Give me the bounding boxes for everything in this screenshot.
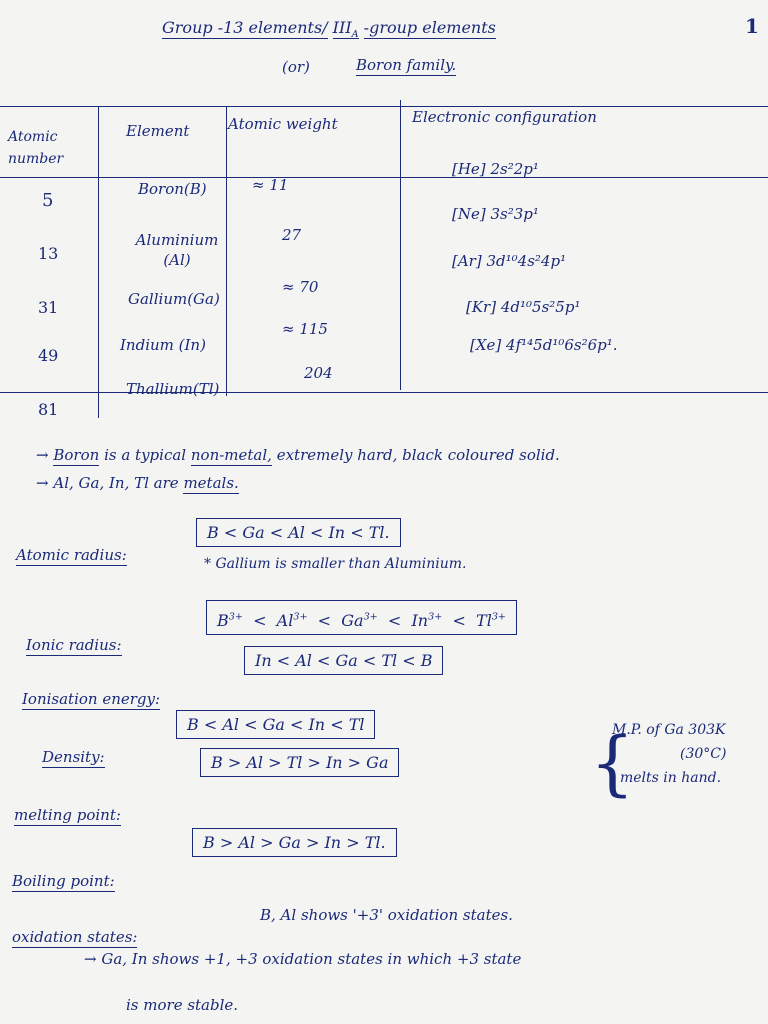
oxidation-states-line2: → Ga, In shows +1, +3 oxidation states in which +3 state [84,950,522,968]
title-family: Boron family. [356,56,457,74]
ionisation-energy-value: In < Al < Ga < Tl < B [244,646,443,675]
note-metals: → Al, Ga, In, Tl are metals. [36,474,239,492]
oxidation-states-line3: is more stable. [126,996,239,1014]
table-row-config: [Xe] 4f¹⁴5d¹⁰6s²6p¹. [470,336,618,354]
note-boron: → Boron is a typical non-metal, extremely hard, black coloured solid. [36,446,560,464]
title-or: (or) [282,58,310,76]
density-label: Density: [42,748,105,766]
atomic-radius-value: B < Ga < Al < In < Tl. [196,518,401,547]
page-number: 1 [745,14,759,38]
table-row-config: [Ne] 3s²3p¹ [452,205,539,223]
arrow-icon: → [36,474,49,492]
table-row-config: [Kr] 4d¹⁰5s²5p¹ [466,298,581,316]
table-column-divider-3 [400,100,401,390]
table-row-atomic-number: 5 [42,190,54,211]
table-bottom-border [0,392,768,393]
table-row-atomic-number: 13 [38,244,59,263]
ionic-radius-label: Ionic radius: [26,636,122,654]
header-element: Element [126,122,190,140]
table-row-atomic-number: 81 [38,400,59,419]
table-row-weight: ≈ 11 [252,176,289,194]
melting-point-value: B > Al > Tl > In > Ga [200,748,399,777]
arrow-icon: → [36,446,49,464]
table-row-weight: 27 [282,226,302,244]
melting-point-side-note-1: M.P. of Ga 303K [612,722,726,738]
boiling-point-label: Boiling point: [12,872,115,890]
table-header-border [0,177,768,178]
table-column-divider-2 [226,106,227,396]
title-suffix: -group elements [363,18,496,37]
oxidation-states-label: oxidation states: [12,928,138,946]
melting-point-side-note-2: (30°C) [680,746,727,762]
table-row-element: Boron(B) [138,180,207,198]
table-row-element: Aluminium (Al) [135,231,219,269]
table-row-element: Thallium(Tl) [126,380,220,398]
table-row-atomic-number: 31 [38,298,59,317]
header-atomic-weight: Atomic weight [228,115,338,133]
table-row-weight: ≈ 70 [282,278,319,296]
table-row-config: [Ar] 3d¹⁰4s²4p¹ [452,252,567,270]
table-row-weight: 204 [304,364,333,382]
title-roman: $III_A$ [332,18,359,41]
table-row-element: Indium (In) [120,336,206,354]
table-row-atomic-number: 49 [38,346,59,365]
table-row-element: Gallium(Ga) [128,290,220,308]
header-electronic-configuration: Electronic configuration [412,108,597,126]
header-atomic-number: Atomic number [8,129,64,167]
boiling-point-value: B > Al > Ga > In > Tl. [192,828,397,857]
melting-point-label: melting point: [14,806,121,824]
table-top-border [0,106,768,107]
density-value: B < Al < Ga < In < Tl [176,710,375,739]
page-title [162,18,496,40]
atomic-radius-label: Atomic radius: [16,546,127,564]
title-main: Group -13 elements/ [162,18,328,37]
atomic-radius-note: * Gallium is smaller than Aluminium. [204,556,467,572]
table-column-divider-1 [98,106,99,418]
melting-point-side-note-3: melts in hand. [620,770,722,786]
oxidation-states-line1: B, Al shows '+3' oxidation states. [260,906,513,924]
table-row-weight: ≈ 115 [282,320,328,338]
ionic-radius-value: $B^{3+} < Al^{3+} < Ga^{3+} < In^{3+} < Tl^{3+}$ [206,600,517,635]
ionisation-energy-label: Ionisation energy: [22,690,161,708]
melting-point-brace-icon: { [590,722,635,804]
table-row-config: [He] 2s²2p¹ [452,160,539,178]
